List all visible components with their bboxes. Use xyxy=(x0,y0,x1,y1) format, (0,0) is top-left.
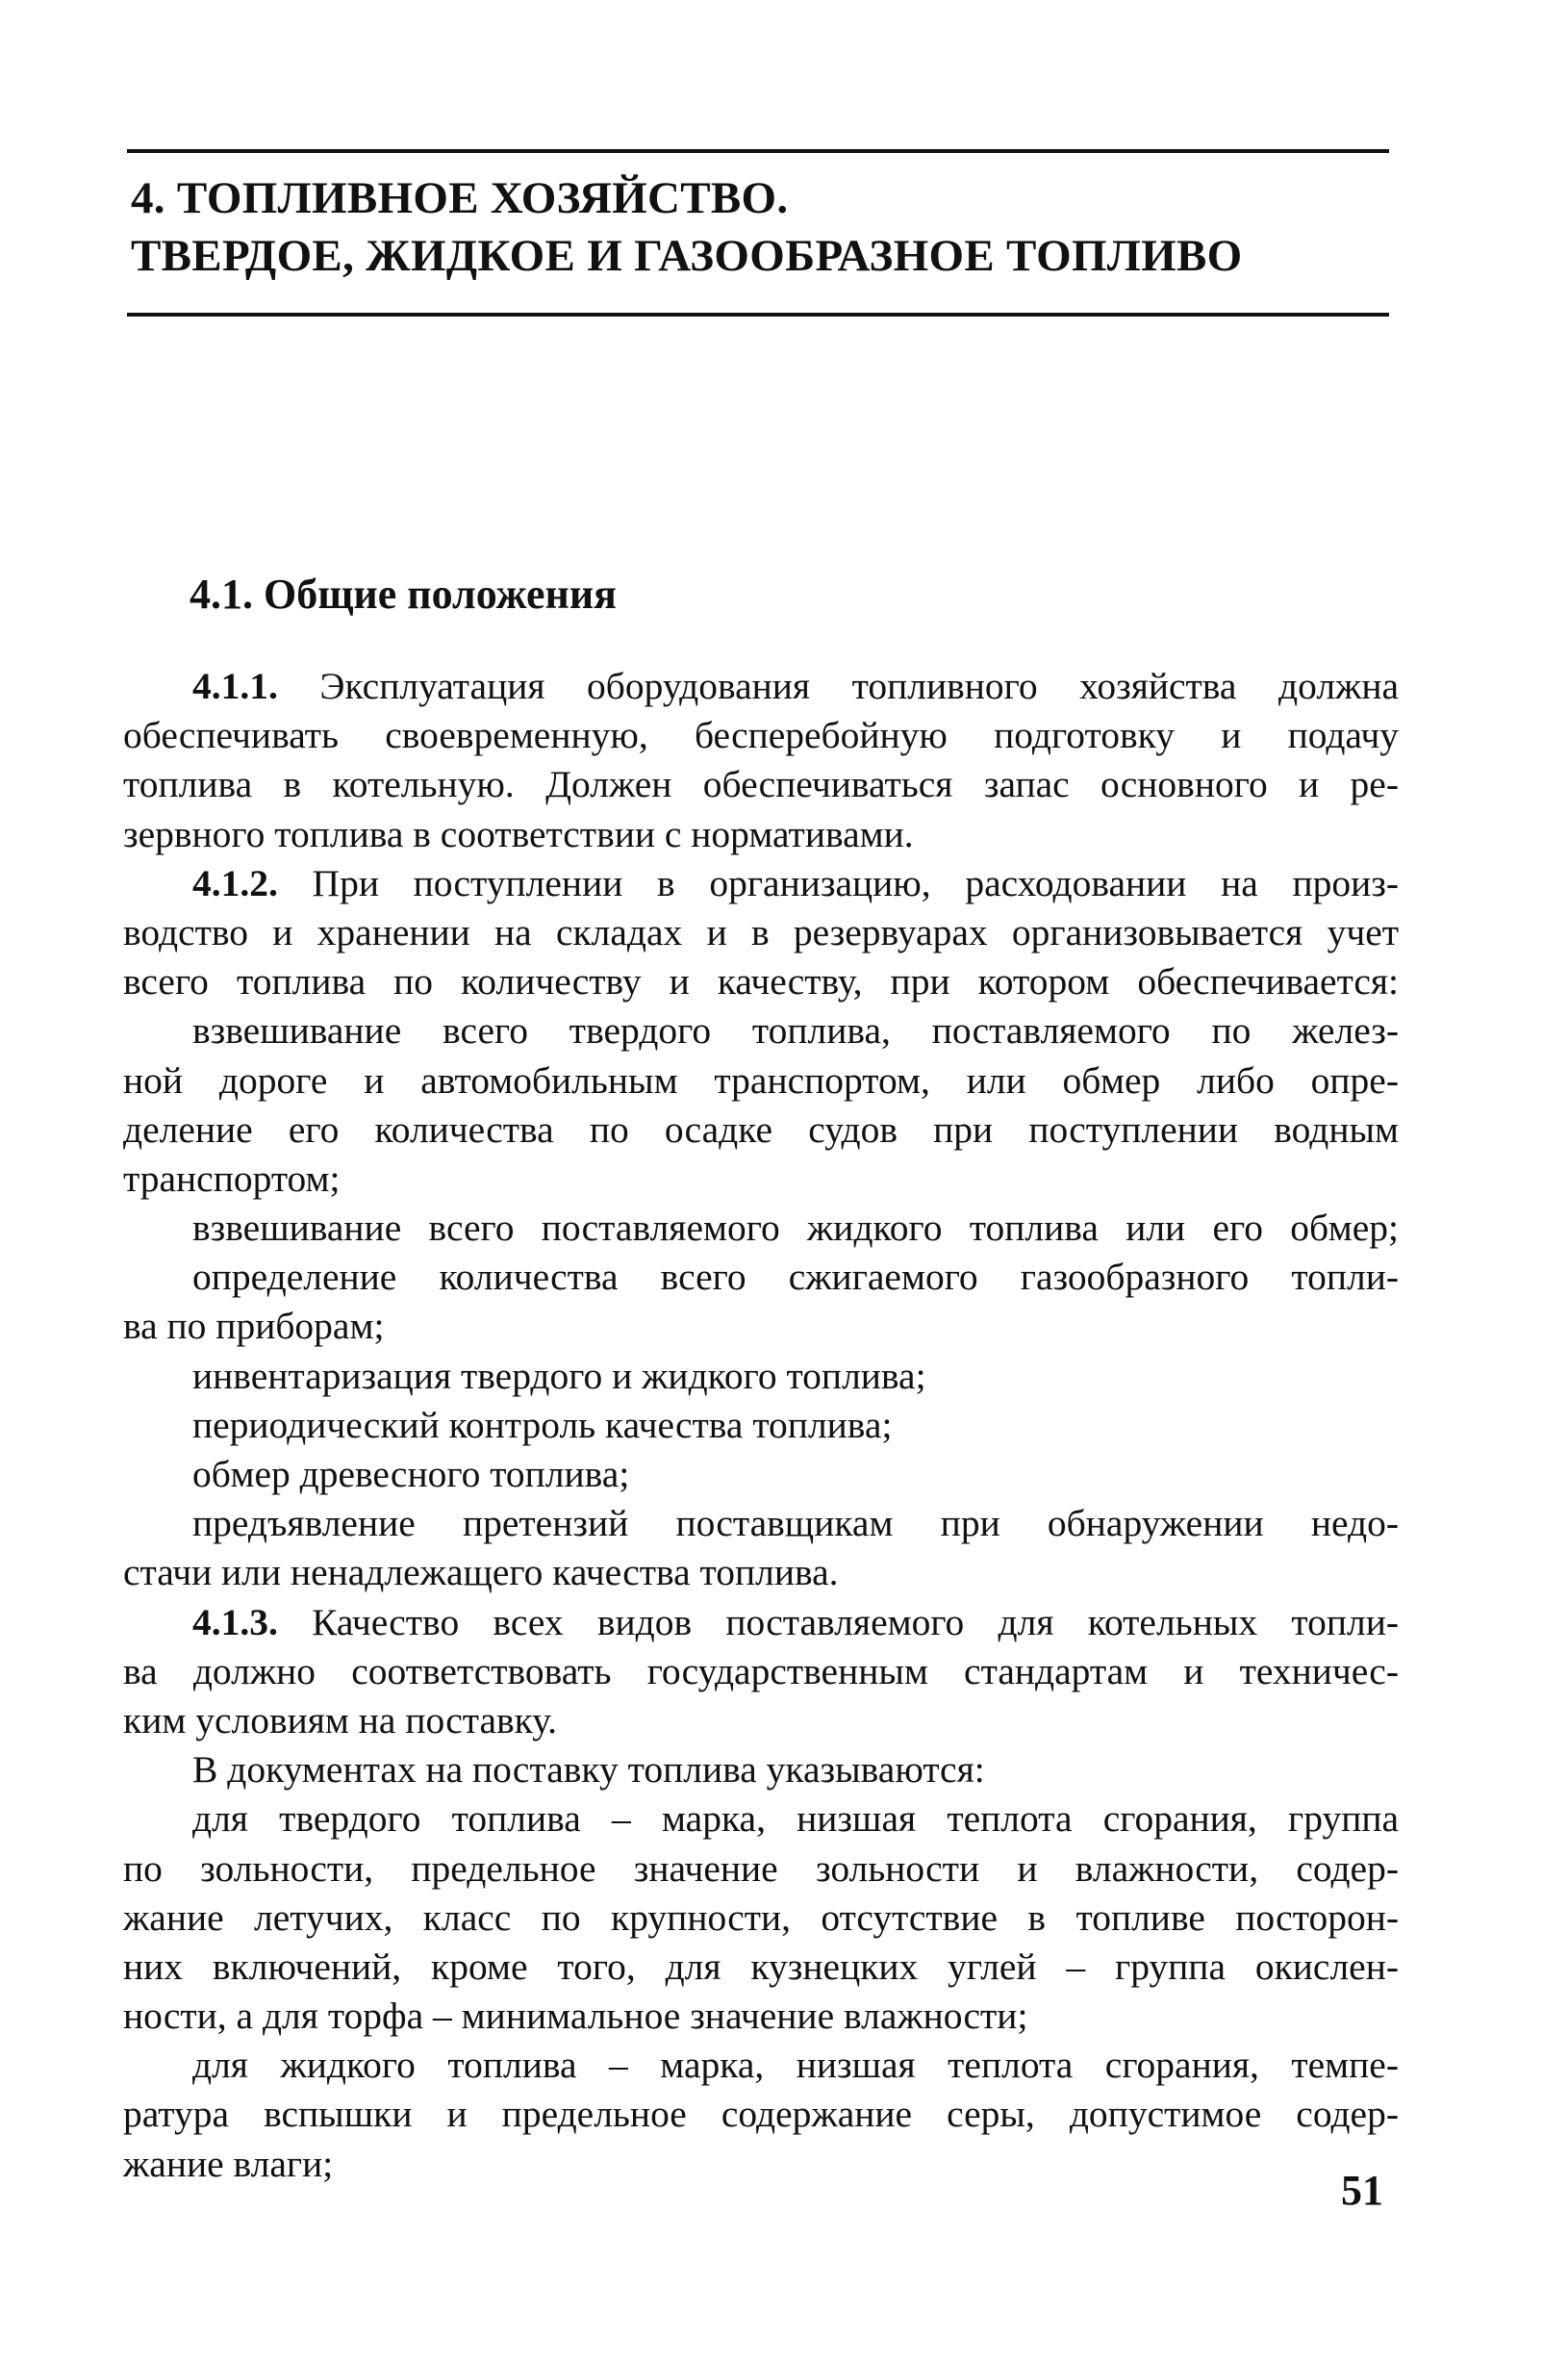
text-line: зервного топлива в соответствии с нормативами. xyxy=(123,812,914,855)
text-line: ким условиям на поставку. xyxy=(123,1698,557,1742)
body-text xyxy=(123,662,1399,2189)
text-line: определение количества всего сжигаемого газообразного топли- xyxy=(192,1256,1399,1299)
clause-number: 4.1.3. xyxy=(192,1600,278,1643)
text-line: жание влаги; xyxy=(123,2142,334,2185)
section-heading: 4.1. Общие положения xyxy=(190,571,617,618)
text-line: ва по приборам; xyxy=(123,1305,385,1348)
chapter-title-line-1: 4. ТОПЛИВНОЕ ХОЗЯЙСТВО. xyxy=(131,173,789,223)
text-line: них включений, кроме того, для кузнецких углей – группа окислен- xyxy=(123,1945,1399,1988)
top-rule xyxy=(127,149,1389,153)
text-line: для жидкого топлива – марка, низшая теплота сгорания, темпе- xyxy=(192,2044,1399,2087)
text-line: 4.1.2. При поступлении в организацию, расходовании на произ- xyxy=(192,861,1399,904)
text-line: транспортом; xyxy=(123,1157,341,1200)
text-line: стачи или ненадлежащего качества топлива. xyxy=(123,1551,839,1594)
text-line: всего топлива по количеству и качеству, при котором обеспечивается: xyxy=(123,960,1399,1004)
text-line: водство и хранении на складах и в резервуарах организовывается учет xyxy=(123,910,1399,954)
text-line: ва должно соответствовать государственным стандартам и техничес- xyxy=(123,1649,1399,1692)
text-line: взвешивание всего поставляемого жидкого топлива или его обмер; xyxy=(192,1207,1399,1250)
text-line: обмер древесного топлива; xyxy=(192,1453,630,1495)
text-line: периодический контроль качества топлива; xyxy=(192,1403,893,1446)
text-line: для твердого топлива – марка, низшая теплота сгорания, группа xyxy=(192,1797,1399,1841)
page-number: 51 xyxy=(1341,2167,1383,2214)
chapter-title xyxy=(131,169,1381,285)
text-line: ной дороге и автомобильным транспортом, или обмер либо опре- xyxy=(123,1058,1399,1102)
text-line: топлива в котельную. Должен обеспечиваться запас основного и ре- xyxy=(123,763,1399,806)
text-line: инвентаризация твердого и жидкого топлива; xyxy=(192,1354,926,1397)
bottom-rule xyxy=(127,313,1389,317)
text-line: 4.1.3. Качество всех видов поставляемого для котельных топли- xyxy=(192,1600,1399,1643)
text-line: ности, а для торфа – минимальное значение влажности; xyxy=(123,1995,1028,2038)
text-line: взвешивание всего твердого топлива, поставляемого по желез- xyxy=(192,1009,1399,1053)
text-line: 4.1.1. Эксплуатация оборудования топливного хозяйства должна xyxy=(192,665,1399,707)
clause-number: 4.1.2. xyxy=(192,861,278,904)
text-line: по зольности, предельное значение зольности и влажности, содер- xyxy=(123,1846,1399,1890)
clause-number: 4.1.1. xyxy=(192,665,278,707)
text-line: деление его количества по осадке судов при поступлении водным xyxy=(123,1107,1399,1151)
text-line: жание летучих, класс по крупности, отсутствие в топливе посторон- xyxy=(123,1895,1399,1939)
text-line: ратура вспышки и предельное содержание серы, допустимое содер- xyxy=(123,2093,1399,2136)
chapter-title-line-2: ТВЕРДОЕ, ЖИДКОЕ И ГАЗООБРАЗНОЕ ТОПЛИВО xyxy=(131,231,1243,281)
text-line: предъявление претензий поставщикам при обнаружении недо- xyxy=(192,1502,1399,1545)
text-line: обеспечивать своевременную, бесперебойную подготовку и подачу xyxy=(123,714,1399,757)
text-line: В документах на поставку топлива указываются: xyxy=(192,1748,985,1792)
